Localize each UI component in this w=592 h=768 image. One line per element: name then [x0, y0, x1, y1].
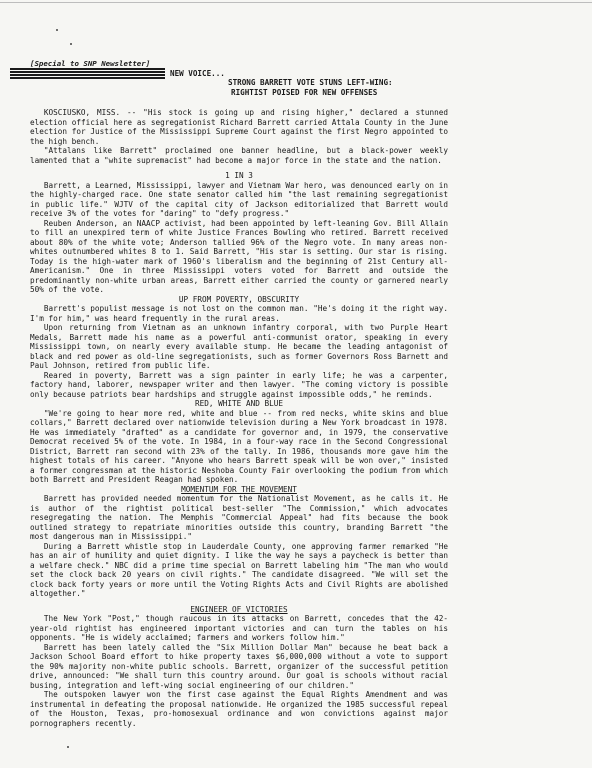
section-4-paragraph-2: During a Barrett whistle stop in Lauderdale County, one approving farmer remarked "He has an air of humility and quiet dignity. I like the way he says a paycheck is better than a welfare check." NBC did a prime time special on Barrett labeling him "The man who would set the clock back 20 years on civil rights." The candidate disagreed. "We will set the clock back forty years or more until the Voting Rights Acts and Civil Rights are abolished altogether.": [30, 541, 448, 598]
article-body: [30, 108, 448, 728]
section-5-paragraph-3: The outspoken lawyer won the first case against the Equal Rights Amendment and was instrumental in defeating the proposal nationwide. He organized the 1985 successful repeal of the Houston, Texas, pro-homosexual ordinance and won convictions against major pornographers recently.: [30, 690, 448, 728]
section-2-paragraph-2: Upon returning from Vietnam as an unknown infantry corporal, with two Purple Heart Medals, Barrett made his name as a powerful anti-communist orator, speaking in every Mississippi town, on nearly every available stump. He became the leading antagonist of black and red power as old-line segregationists, such as former Governors Ross Barnett and Paul Johnson, retired from public life.: [30, 323, 448, 370]
section-heading-momentum-text: MOMENTUM FOR THE MOVEMENT: [181, 484, 297, 494]
intro-paragraph-1: KOSCIUSKO, MISS. -- "His stock is going up and rising higher," declared a stunned election official here as segregationist Richard Barrett carried Attala County in the June election for Justice of the Mississippi Supreme Court against the first Negro appointed to the high bench.: [30, 108, 448, 146]
paper-speck: [70, 43, 72, 45]
section-heading-red-white-blue: RED, WHITE AND BLUE: [195, 399, 283, 408]
section-heading-up-from-poverty: UP FROM POVERTY, OBSCURITY: [178, 294, 300, 304]
section-heading-momentum: [30, 485, 448, 495]
section-1-paragraph-1: Barrett, a Learned, Mississippi, lawyer and Vietnam War hero, was denounced early on in the highly-charged race. One state senator called him "the last remaining segregationist in public life." WJTV of the capital city of Jackson editorialized that Barrett would receive 3% of the votes for "daring" to "defy progress.": [30, 180, 448, 218]
headline-line-1: STRONG BARRETT VOTE STUNS LEFT-WING:: [228, 78, 393, 87]
intro-paragraph-2: "Attalans like Barrett" proclaimed one banner headline, but a black-power weekly lamented that a "white supremacist" had become a major force in the state and the nation.: [30, 146, 448, 165]
section-heading-engineer: [30, 605, 448, 615]
headline-line-2: RIGHTIST POISED FOR NEW OFFENSES: [231, 87, 378, 97]
section-2-paragraph-1: Barrett's populist message is not lost on the common man. "He's doing it the right way. I'm for him," was heard frequently in the rural areas.: [30, 304, 448, 323]
section-4-paragraph-1: Barrett has provided needed momentum for the Nationalist Movement, as he calls it. He is author of the rightist political best-seller "The Commission," which advocates resegregating the nation. The Memphis "Commercial Appeal" had fits because the book outlined strategy to repatriate minorities outside this country, branding Barrett "the most dangerous man in Mississippi.": [30, 494, 448, 541]
kicker: NEW VOICE...: [170, 69, 225, 78]
section-2-paragraph-3: Reared in poverty, Barrett was a sign painter in early life; he was a carpenter, factory hand, laborer, newspaper writer and then lawyer. "The coming victory is possible only because patriots bear hardships and struggle against impossible odds," he reminds.: [30, 370, 448, 399]
section-heading-engineer-text: ENGINEER OF VICTORIES: [190, 604, 288, 614]
section-5-paragraph-2: Barrett has been lately called the "Six Million Dollar Man" because he beat back a Jackson School Board effort to hike property taxes $6,000,000 without a vote to support the 90% majority non-white public schools. Barrett, organizer of the successful petition drive, announced: "We shall turn this country around. Our goal is schools without racial busing, integration and left-wing social engineering of our children.": [30, 642, 448, 690]
decorative-rule-bars: [10, 68, 165, 80]
section-3-paragraph-1: "We're going to hear more red, white and blue -- from red necks, white skins and blue collars," Barrett declared over nationwide television during a New York broadcast in 1978. He was immediately "drafted" as a candidate for governor and, in 1979, the conservative Democrat received 5% of the vote. In 1984, in a four-way race in the Second Congressional District, Barrett ran second with 23% of the tally. In 1986, thousands more gave him the highest totals of his career. "Anyone who hears Barrett speak will be won over," insisted a former congressman at the historic Neshoba County Fair overlooking the podium from which both Barrett and President Reagan had spoken.: [30, 408, 448, 484]
headline: [228, 78, 468, 97]
section-heading-1-in-3: 1 IN 3: [225, 171, 253, 180]
slug-line: [Special to SNP Newsletter]: [30, 59, 151, 68]
page-edge-rule: [0, 2, 592, 3]
paper-speck: [67, 746, 69, 748]
paper-speck: [56, 29, 58, 31]
section-1-paragraph-2: Reuben Anderson, an NAACP activist, had been appointed by left-leaning Gov. Bill Allain to fill an unexpired term of white Justice Frances Bowling who retired. Barrett received about 80% of the white vote; Anderson tallied 96% of the Negro vote. In many areas non-whites outnumbered whites 8 to 1. Said Barrett, "His star is setting. Our star is rising. Today is the high-water mark of 1960's liberalism and the beginning of 21st Century all-Americanism." One in three Mississippi voters voted for Barrett and outside the predominantly non-white urban areas, Barrett either carried the county or garnered nearly 50% of the vote.: [30, 218, 448, 294]
section-5-paragraph-1: The New York "Post," though raucous in its attacks on Barrett, concedes that the 42-year-old rightist has engineered important victories and can turn the tables on his opponents. "He is widely acclaimed; farmers and workers follow him.": [30, 614, 448, 642]
